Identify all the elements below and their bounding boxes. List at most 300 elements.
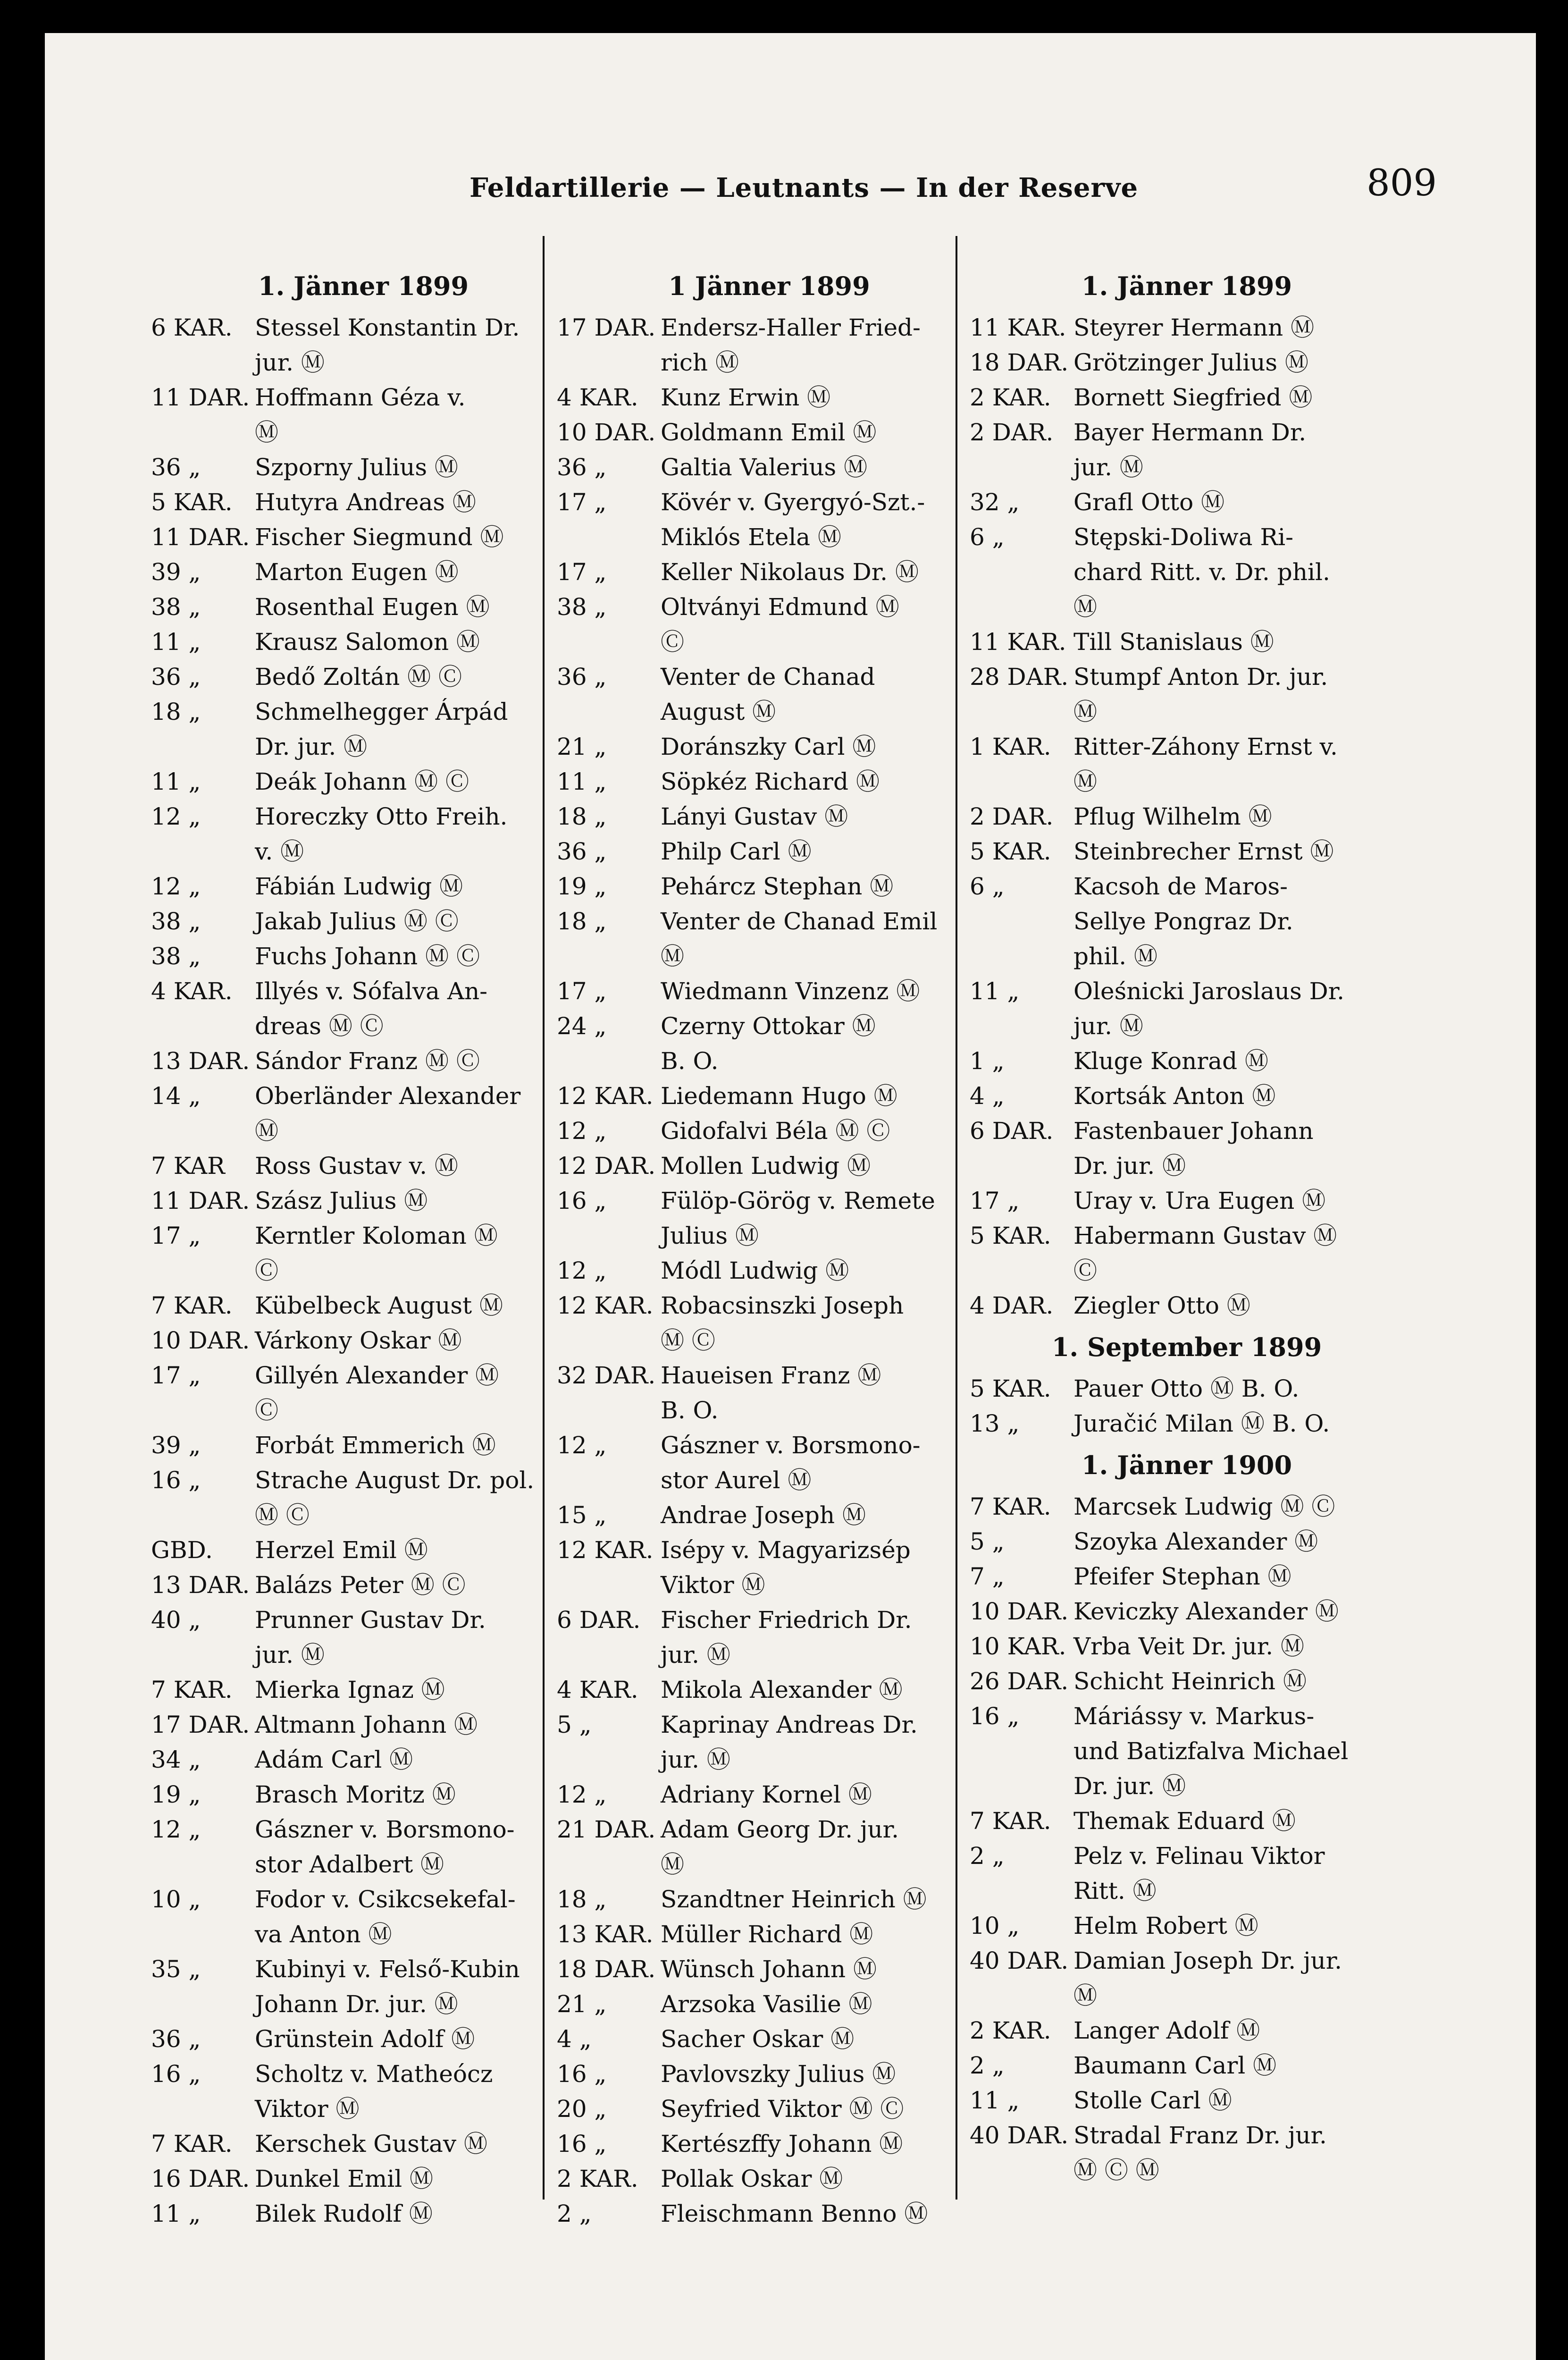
name-line: Ritter-Záhony Ernst v. (1073, 733, 1338, 760)
roster-entry (557, 1498, 981, 1533)
name-line: Hoffmann Géza v. (255, 384, 466, 411)
date-heading: 1. Jänner 1900 (1081, 1450, 1292, 1480)
name-line: Gillyén Alexander Ⓜ (255, 1362, 499, 1389)
officer-name (1073, 1044, 1404, 1079)
officer-name (661, 1707, 981, 1777)
name-line: Grötzinger Julius Ⓜ (1073, 349, 1308, 376)
roster-entry (970, 2013, 1404, 2048)
roster-entry (970, 2048, 1404, 2083)
officer-name (255, 1742, 576, 1777)
roster-entry (557, 590, 981, 659)
name-line: Marcsek Ludwig Ⓜ Ⓒ (1073, 1493, 1335, 1520)
name-line: Ⓜ (1073, 593, 1097, 621)
name-line: Isépy v. Magyarizsép (661, 1536, 911, 1564)
name-line: Ⓜ Ⓒ (255, 1501, 310, 1529)
name-line: Schmelhegger Árpád (255, 698, 508, 725)
name-line: Müller Richard Ⓜ (661, 1921, 873, 1948)
officer-name (255, 1882, 576, 1952)
name-line: jur. Ⓜ (661, 1746, 730, 1773)
unit-number: 17 „ (151, 1222, 201, 1249)
officer-name (1073, 415, 1404, 485)
name-line: Ⓜ (1073, 1982, 1097, 2009)
officer-name (1073, 974, 1404, 1044)
unit-number: 11 DAR. (151, 1187, 250, 1214)
roster-entry (151, 1323, 576, 1358)
name-line: Themak Eduard Ⓜ (1073, 1807, 1296, 1835)
unit-number: 15 „ (557, 1501, 607, 1529)
officer-name (1073, 729, 1404, 799)
unit-number: 40 „ (151, 1606, 201, 1634)
name-line: chard Ritt. v. Dr. phil. (1073, 558, 1330, 586)
name-line: Fábián Ludwig Ⓜ (255, 873, 463, 900)
officer-name (1073, 799, 1404, 834)
unit-number: 16 „ (557, 2130, 607, 2158)
officer-name (255, 974, 576, 1044)
unit-number: 12 „ (557, 1257, 607, 1284)
roster-entry (557, 1253, 981, 1288)
unit-number: 2 „ (970, 1842, 1005, 1870)
officer-name (1073, 2048, 1404, 2083)
roster-entry (970, 1664, 1404, 1699)
roster-entry (151, 1428, 576, 1463)
unit-number: 28 DAR. (970, 663, 1069, 691)
roster-entry (151, 2022, 576, 2057)
name-line: Pollak Oskar Ⓜ (661, 2165, 843, 2192)
officer-name (661, 1498, 981, 1533)
roster-entry (557, 415, 981, 450)
officer-name (255, 1288, 576, 1323)
roster-entry (557, 1777, 981, 1812)
roster-entry (557, 1672, 981, 1707)
unit-number: GBD. (151, 1536, 213, 1564)
name-line: Uray v. Ura Eugen Ⓜ (1073, 1187, 1326, 1214)
unit-number: 20 „ (557, 2095, 607, 2123)
name-line: Szporny Julius Ⓜ (255, 454, 458, 481)
name-line: Pflug Wilhelm Ⓜ (1073, 803, 1272, 830)
unit-number: 36 „ (557, 454, 607, 481)
unit-number: 36 „ (557, 663, 607, 691)
roster-entry (151, 555, 576, 590)
name-line: Endersz-Haller Fried- (661, 314, 921, 341)
date-heading: 1. Jänner 1899 (1081, 271, 1292, 301)
unit-number: 11 KAR. (970, 314, 1066, 341)
name-line: jur. Ⓜ (255, 349, 325, 376)
name-line: Adám Carl Ⓜ (255, 1746, 413, 1773)
name-line: Pauer Otto Ⓜ B. O. (1073, 1375, 1300, 1402)
unit-number: 13 KAR. (557, 1921, 654, 1948)
column-1 (151, 262, 576, 2231)
unit-number: 4 „ (970, 1082, 1005, 1110)
name-line: Bornett Siegfried Ⓜ (1073, 384, 1313, 411)
roster-entry (151, 2126, 576, 2161)
officer-name (255, 764, 576, 799)
name-line: Oleśnicki Jaroslaus Dr. (1073, 978, 1345, 1005)
roster-entry (557, 310, 981, 380)
name-line: Vrba Veit Dr. jur. Ⓜ (1073, 1633, 1304, 1660)
name-line: Sándor Franz Ⓜ Ⓒ (255, 1047, 480, 1075)
unit-number: 5 KAR. (151, 489, 233, 516)
roster-entry (151, 1742, 576, 1777)
name-line: Kunz Erwin Ⓜ (661, 384, 831, 411)
name-line: Grafl Otto Ⓜ (1073, 489, 1225, 516)
officer-name (661, 2161, 981, 2196)
name-line: Scholtz v. Matheócz (255, 2060, 493, 2088)
roster-entry (970, 1371, 1404, 1406)
unit-number: 17 „ (151, 1362, 201, 1389)
name-line: Fodor v. Csikcsekefal- (255, 1886, 516, 1913)
officer-name (1073, 1288, 1404, 1323)
name-line: Balázs Peter Ⓜ Ⓒ (255, 1571, 466, 1599)
roster-entry (557, 1183, 981, 1253)
officer-name (1073, 1113, 1404, 1183)
officer-name (255, 1777, 576, 1812)
officer-name (1073, 1183, 1404, 1218)
officer-name (661, 1253, 981, 1288)
name-line: Pavlovszky Julius Ⓜ (661, 2060, 896, 2088)
officer-name (661, 590, 981, 659)
name-line: Andrae Joseph Ⓜ (661, 1501, 866, 1529)
unit-number: 7 „ (970, 1563, 1005, 1590)
officer-name (255, 380, 576, 450)
roster-entry (557, 555, 981, 590)
roster-entry (970, 869, 1404, 974)
roster-entry (151, 1952, 576, 2022)
name-line: Ross Gustav v. Ⓜ (255, 1152, 458, 1180)
name-line: Dr. jur. Ⓜ (1073, 1152, 1186, 1180)
unit-number: 26 DAR. (970, 1668, 1069, 1695)
name-line: Fischer Friedrich Dr. (661, 1606, 912, 1634)
name-line: Kortsák Anton Ⓜ (1073, 1082, 1276, 1110)
page-title: Feldartillerie — Leutnants — In der Reserve (470, 172, 1139, 203)
name-line: Philp Carl Ⓜ (661, 838, 812, 865)
name-line: v. Ⓜ (255, 838, 304, 865)
unit-number: 10 DAR. (557, 419, 656, 446)
officer-name (661, 1952, 981, 1987)
unit-number: 2 DAR. (970, 803, 1054, 830)
name-line: August Ⓜ (661, 698, 776, 725)
roster-entry (151, 624, 576, 659)
unit-number: 36 „ (151, 2025, 201, 2053)
unit-number: 11 „ (151, 628, 201, 656)
officer-name (255, 1323, 576, 1358)
roster-entry (970, 1113, 1404, 1183)
roster-entry (151, 1463, 576, 1533)
roster-entry (151, 799, 576, 869)
roster-entry (151, 2161, 576, 2196)
name-line: B. O. (661, 1047, 719, 1075)
roster-entry (970, 345, 1404, 380)
roster-entry (970, 1288, 1404, 1323)
roster-entry (970, 834, 1404, 869)
name-line: Till Stanislaus Ⓜ (1073, 628, 1274, 656)
roster-entry (151, 1218, 576, 1288)
roster-entry (557, 834, 981, 869)
unit-number: 2 „ (557, 2200, 592, 2227)
officer-name (255, 1568, 576, 1602)
roster-entry (970, 1489, 1404, 1524)
roster-entry (557, 974, 981, 1009)
roster-entry (151, 1079, 576, 1148)
name-line: Pfeifer Stephan Ⓜ (1073, 1563, 1291, 1590)
officer-name (661, 904, 981, 974)
officer-name (1073, 310, 1404, 345)
roster-entry (970, 1218, 1404, 1288)
name-line: Helm Robert Ⓜ (1073, 1912, 1258, 1939)
officer-name (255, 1218, 576, 1288)
name-line: Ⓒ (661, 628, 684, 656)
unit-number: 6 „ (970, 523, 1005, 551)
roster-entry (151, 939, 576, 974)
officer-name (255, 1952, 576, 2022)
officer-name (1073, 1664, 1404, 1699)
officer-name (1073, 869, 1404, 974)
name-line: Ⓒ (255, 1397, 278, 1424)
roster-entry (151, 904, 576, 939)
roster-entry (970, 1183, 1404, 1218)
officer-name (255, 2196, 576, 2231)
name-line: jur. Ⓜ (661, 1641, 730, 1669)
unit-number: 5 KAR. (970, 838, 1051, 865)
officer-name (661, 1288, 981, 1358)
officer-name (255, 1707, 576, 1742)
officer-name (255, 939, 576, 974)
officer-name (1073, 2083, 1404, 2118)
roster-entry (151, 764, 576, 799)
name-line: Kubinyi v. Felső-Kubin (255, 1955, 520, 1983)
unit-number: 12 „ (557, 1432, 607, 1459)
roster-entry (970, 729, 1404, 799)
name-line: Wünsch Johann Ⓜ (661, 1955, 877, 1983)
roster-entry (151, 1672, 576, 1707)
unit-number: 16 DAR. (151, 2165, 250, 2192)
unit-number: 21 „ (557, 1990, 607, 2018)
date-heading: 1. Jänner 1899 (258, 271, 469, 301)
officer-name (661, 1183, 981, 1253)
name-line: und Batizfalva Michael (1073, 1737, 1349, 1765)
roster-entry (151, 1288, 576, 1323)
unit-number: 2 KAR. (557, 2165, 638, 2192)
unit-number: 5 „ (557, 1711, 592, 1738)
name-line: Gidofalvi Béla Ⓜ Ⓒ (661, 1117, 890, 1145)
name-line: Kacsoh de Maros- (1073, 873, 1288, 900)
roster-entry (151, 1707, 576, 1742)
unit-number: 7 KAR (151, 1152, 225, 1180)
name-line: Prunner Gustav Dr. (255, 1606, 486, 1634)
officer-name (255, 1672, 576, 1707)
unit-number: 10 DAR. (970, 1598, 1069, 1625)
roster-entry (557, 1812, 981, 1882)
unit-number: 1 KAR. (970, 733, 1051, 760)
roster-entry (151, 1568, 576, 1602)
name-line: Szász Julius Ⓜ (255, 1187, 428, 1214)
name-line: Fleischmann Benno Ⓜ (661, 2200, 928, 2227)
unit-number: 5 KAR. (970, 1375, 1051, 1402)
roster-entry (557, 2196, 981, 2231)
name-line: Kövér v. Gyergyó-Szt.- (661, 489, 925, 516)
unit-number: 12 „ (151, 1816, 201, 1843)
officer-name (661, 659, 981, 729)
unit-number: 14 „ (151, 1082, 201, 1110)
name-line: Ⓜ (661, 1851, 684, 1878)
unit-number: 13 DAR. (151, 1047, 250, 1075)
name-line: Ⓜ Ⓒ Ⓜ (1073, 2157, 1159, 2184)
roster-entry (557, 1288, 981, 1358)
roster-entry (151, 380, 576, 450)
name-line: jur. Ⓜ (255, 1641, 325, 1669)
roster-entry (151, 520, 576, 555)
officer-name (255, 555, 576, 590)
unit-number: 34 „ (151, 1746, 201, 1773)
name-line: Viktor Ⓜ (661, 1571, 765, 1599)
unit-number: 32 „ (970, 489, 1020, 516)
name-line: Stradal Franz Dr. jur. (1073, 2122, 1327, 2149)
officer-name (1073, 1524, 1404, 1559)
name-line: Ⓜ (1073, 768, 1097, 795)
officer-name (661, 450, 981, 485)
officer-name (1073, 834, 1404, 869)
name-line: Keviczky Alexander Ⓜ (1073, 1598, 1339, 1625)
name-line: Sellye Pongraz Dr. (1073, 908, 1293, 935)
unit-number: 7 KAR. (151, 2130, 233, 2158)
roster-entry (151, 590, 576, 624)
officer-name (255, 590, 576, 624)
unit-number: 35 „ (151, 1955, 201, 1983)
unit-number: 10 „ (970, 1912, 1020, 1939)
name-line: Liedemann Hugo Ⓜ (661, 1082, 897, 1110)
name-line: Dunkel Emil Ⓜ (255, 2165, 434, 2192)
officer-name (1073, 1079, 1404, 1113)
roster-entry (151, 1812, 576, 1882)
roster-entry (970, 2083, 1404, 2118)
unit-number: 16 „ (970, 1703, 1020, 1730)
name-line: Illyés v. Sófalva An- (255, 978, 488, 1005)
roster-entry (970, 380, 1404, 415)
roster-entry (970, 310, 1404, 345)
roster-entry (970, 1943, 1404, 2013)
unit-number: 21 DAR. (557, 1816, 656, 1843)
officer-name (661, 1148, 981, 1183)
officer-name (661, 310, 981, 380)
unit-number: 12 „ (557, 1117, 607, 1145)
name-line: Langer Adolf Ⓜ (1073, 2017, 1260, 2044)
roster-entry (151, 1777, 576, 1812)
roster-entry (151, 869, 576, 904)
roster-entry (970, 1629, 1404, 1664)
unit-number: 2 „ (970, 2052, 1005, 2079)
name-line: Hutyra Andreas Ⓜ (255, 489, 476, 516)
name-line: Grünstein Adolf Ⓜ (255, 2025, 475, 2053)
name-line: Doránszky Carl Ⓜ (661, 733, 876, 760)
name-line: Juračić Milan Ⓜ B. O. (1073, 1410, 1330, 1437)
unit-number: 38 „ (151, 908, 201, 935)
officer-name (255, 659, 576, 694)
name-line: Steinbrecher Ernst Ⓜ (1073, 838, 1334, 865)
roster-entry (557, 659, 981, 729)
officer-name (255, 2057, 576, 2126)
name-line: B. O. (661, 1397, 719, 1424)
officer-name (661, 1672, 981, 1707)
officer-name (661, 799, 981, 834)
unit-number: 36 „ (557, 838, 607, 865)
roster-entry (557, 485, 981, 555)
officer-name (661, 555, 981, 590)
name-line: Ⓜ (255, 1117, 278, 1145)
officer-name (1073, 380, 1404, 415)
officer-name (661, 974, 981, 1009)
date-heading: 1. September 1899 (1051, 1332, 1322, 1362)
roster-entry (151, 659, 576, 694)
name-line: Kerntler Koloman Ⓜ (255, 1222, 498, 1249)
name-line: Miklós Etela Ⓜ (661, 523, 842, 551)
unit-number: 6 DAR. (557, 1606, 641, 1634)
roster-entry (151, 310, 576, 380)
roster-entry (557, 1009, 981, 1079)
roster-entry (557, 2161, 981, 2196)
roster-entry (557, 2022, 981, 2057)
name-line: Strache August Dr. pol. (255, 1467, 535, 1494)
roster-entry (151, 1882, 576, 1952)
name-line: Bilek Rudolf Ⓜ (255, 2200, 433, 2227)
unit-number: 4 KAR. (557, 384, 638, 411)
roster-entry (557, 1358, 981, 1428)
roster-entry (970, 1908, 1404, 1943)
officer-name (255, 1463, 576, 1533)
officer-name (255, 1533, 576, 1568)
officer-name (661, 1079, 981, 1113)
name-line: Ziegler Otto Ⓜ (1073, 1292, 1250, 1319)
name-line: Sacher Oskar Ⓜ (661, 2025, 855, 2053)
roster-entry (151, 694, 576, 764)
roster-entry (970, 415, 1404, 485)
roster-entry (557, 1428, 981, 1498)
officer-name (661, 1882, 981, 1917)
document-page (45, 33, 1536, 2360)
officer-name (255, 904, 576, 939)
unit-number: 13 DAR. (151, 1571, 250, 1599)
officer-name (255, 799, 576, 869)
roster-entry (970, 2118, 1404, 2188)
unit-number: 7 KAR. (970, 1807, 1051, 1835)
name-line: Fischer Siegmund Ⓜ (255, 523, 504, 551)
unit-number: 11 KAR. (970, 628, 1066, 656)
name-line: Viktor Ⓜ (255, 2095, 360, 2123)
unit-number: 11 „ (970, 978, 1020, 1005)
name-line: Bayer Hermann Dr. (1073, 419, 1307, 446)
roster-entry (151, 1358, 576, 1428)
roster-entry (557, 764, 981, 799)
officer-name (255, 1183, 576, 1218)
officer-name (661, 869, 981, 904)
unit-number: 39 „ (151, 558, 201, 586)
unit-number: 11 DAR. (151, 384, 250, 411)
name-line: Ⓜ (661, 943, 684, 970)
officer-name (1073, 345, 1404, 380)
name-line: Gászner v. Borsmono- (255, 1816, 515, 1843)
roster-entry (970, 1524, 1404, 1559)
name-line: Módl Ludwig Ⓜ (661, 1257, 849, 1284)
unit-number: 18 „ (557, 1886, 607, 1913)
unit-number: 11 „ (557, 768, 607, 795)
roster-entry (151, 450, 576, 485)
officer-name (255, 485, 576, 520)
officer-name (255, 1044, 576, 1079)
name-line: Jakab Julius Ⓜ Ⓒ (255, 908, 459, 935)
unit-number: 12 „ (151, 803, 201, 830)
roster-entry (557, 1707, 981, 1777)
name-line: Fastenbauer Johann (1073, 1117, 1314, 1145)
officer-name (661, 380, 981, 415)
name-line: Várkony Oskar Ⓜ (255, 1327, 462, 1354)
